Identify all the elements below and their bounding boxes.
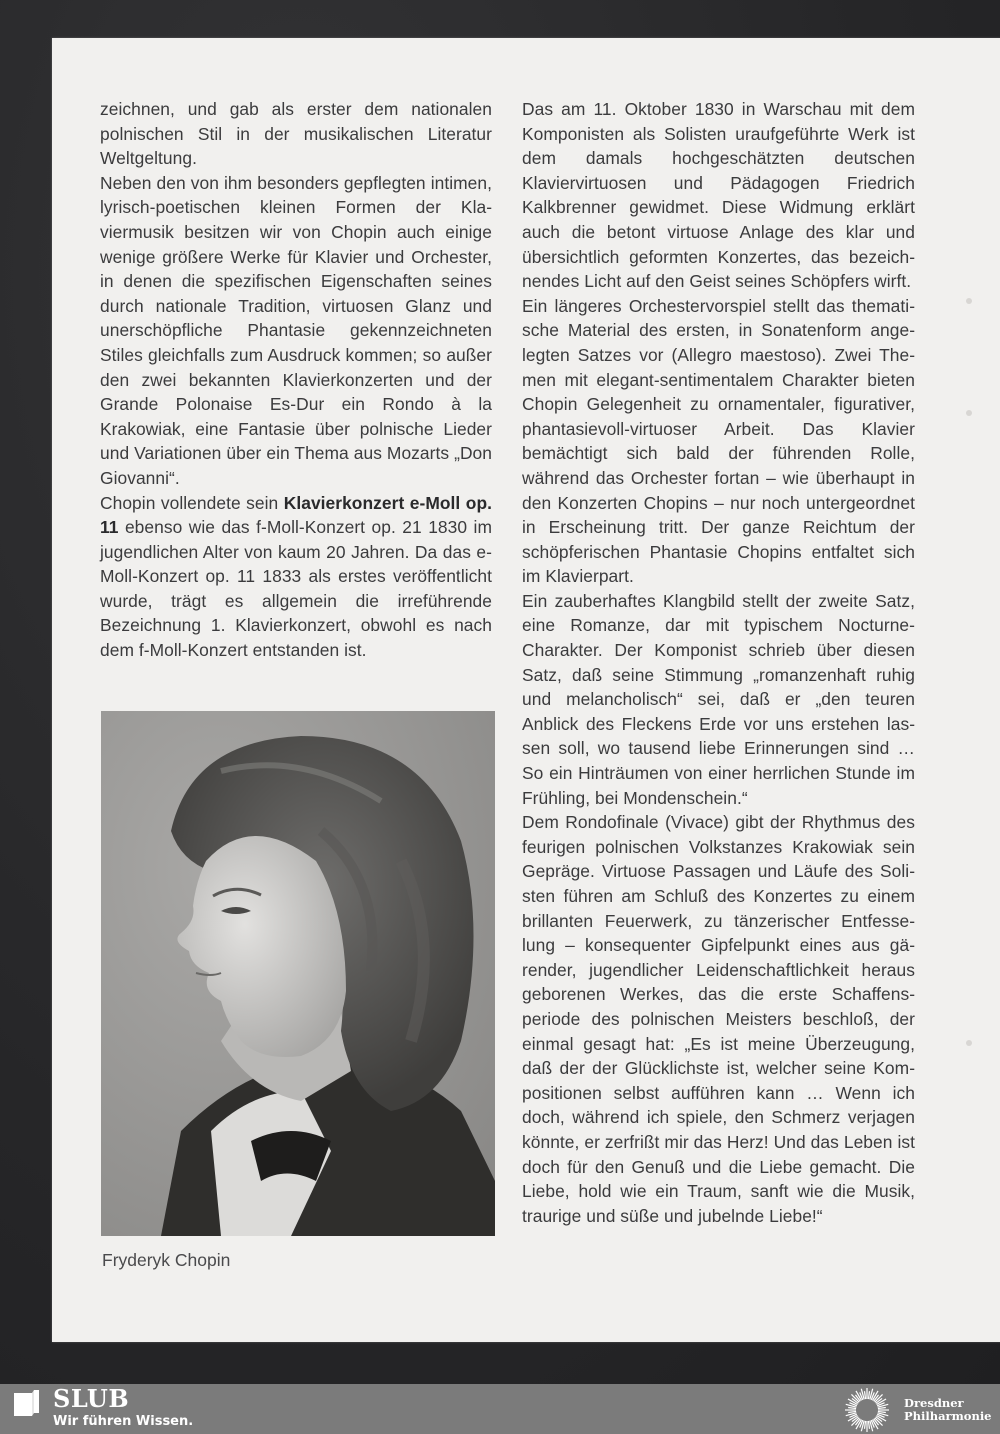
logo-ray — [848, 1411, 856, 1412]
logo-ray — [868, 1391, 869, 1399]
logo-ray — [865, 1391, 866, 1399]
logo-ray — [865, 1421, 866, 1429]
portrait-caption: Fryderyk Chopin — [102, 1250, 231, 1270]
paragraph-text: ebenso wie das f-Moll-Konzert op. 21 1830 im jugendlichen Alter von kaum 20 Jahren. Da das e-Moll-Konzert op. 11 1833 als erstes veröffentlicht wurde, trägt es allgemein die irreführende Bezeichnung 1. Klavierkonzert, obwohl es nach dem f-Moll-Konzert entstanden ist. — [100, 517, 492, 661]
paragraph: zeichnen, und gab als erster dem nationalen polnischen Stil in der musikalischen Literatur Weltgeltung. — [100, 99, 492, 169]
philharmonie-line1: Dresdner — [904, 1396, 964, 1410]
chopin-portrait — [101, 711, 495, 1236]
paragraph-concerto-intro — [100, 491, 492, 663]
paragraph: Ein längeres Orchestervorspiel stellt das thematische Material des ersten, in Sonatenform angelegten Satzes vor (Allegro maestoso). Zwei Themen mit elegant-sentimentalem Charakter bieten Chopin Gelegenheit zu ornamentaler, figurativer, phantasievoll-virtuoser Arbeit. Das Klavier bemächtigt sich bald der führenden Rolle, während das Orchester fortan – wie überhaupt in den Konzerten Chopins – nur noch untergeordnet in Erscheinung tritt. Der ganze Reichtum der schöpferischen Phantasie Chopins entfaltet sich im Klavierpart. — [522, 295, 915, 587]
logo-ray — [868, 1421, 869, 1429]
portrait-image — [101, 711, 495, 1236]
paragraph: Dem Rondofinale (Vivace) gibt der Rhythmus des feurigen polnischen Volkstanzes Krakowiak sein Gepräge. Virtuose Passagen und Läufe des Solisten führen am Schluß des Konzertes zu einem brillanten Feuerwerk, zu tänzerischer Entfesselung – konsequenter Gipfelpunkt eines aus gärender, jugendlicher Leidenschaftlichkeit heraus geborenen Werkes, das die erste Schaffensperiode des polnischen Meisters beschloß, der einmal gesagt hat: „Es ist meine Überzeugung, daß der der Glücklichste ist, welcher seine Kompositionen selbst aufführen kann … Wenn ich doch, während ich spiele, den Schmerz verjagen könnte, er zerfrißt mir das Herz! Und das Leben ist doch für den Genuß und die Liebe gemacht. Die Liebe, hold wie ein Traum, sanft wie die Musik, traurige und süße und jubelnde Liebe!“ — [522, 812, 915, 1226]
left-column — [100, 97, 492, 663]
binding-hole — [966, 298, 972, 304]
paragraph: Ein zauberhaftes Klangbild stellt der zweite Satz, eine Romanze, dar mit typischem Nocturne-Charakter. Der Komponist schrieb über diesen Satz, daß seine Stimmung „romanzenhaft ruhig und melancholisch“ sei, daß er „den teuren Anblick des Fleckens Erde vor uns erstehen lassen soll, wo tausend liebe Erinnerungen sind … So ein Hinträumen von einer herrlichen Stunde im Frühling, bei Mondenschein.“ — [522, 590, 915, 808]
philharmonie-line2: Philharmonie — [904, 1409, 992, 1423]
logo-ray — [848, 1408, 856, 1409]
binding-hole — [966, 410, 972, 416]
right-column — [522, 97, 915, 1228]
paragraph-text: Chopin vollendete sein — [100, 492, 284, 513]
logo-ray — [878, 1411, 886, 1412]
paragraph: Das am 11. Oktober 1830 in Warschau mit dem Komponisten als Solisten uraufgeführte Werk ist dem damals hochgeschätzten deutschen Klaviervirtuosen und Pädagogen Friedrich Kalkbrenner gewidmet. Diese Widmung erklärt auch die betont virtuose Anlage des klar und übersichtlich geformten Konzertes, das bezeichnendes Licht auf den Geist seines Schöpfers wirft. — [522, 99, 915, 292]
document-page — [52, 38, 1000, 1342]
paragraph: Neben den von ihm besonders gepflegten intimen, lyrisch-poetischen kleinen Formen der Klaviermusik besitzen wir von Chopin auch einige wenige größere Werke für Klavier und Orchester, in denen die spezifischen Eigenschaften seines durch nationale Tradition, virtuosen Glanz und unerschöpfliche Phantasie gekennzeichneten Stiles gleichfalls zum Ausdruck kommen; so außer den zwei bekannten Klavierkonzerten und der Grande Polonaise Es-Dur ein Rondo à la Krakowiak, eine Fantasie über polnische Lieder und Variationen über ein Thema aus Mozarts „Don Giovanni“. — [100, 172, 492, 488]
slub-logo-text[interactable]: SLUB — [53, 1384, 130, 1413]
philharmonie-logo-text[interactable] — [904, 1397, 992, 1423]
slub-tagline: Wir führen Wissen. — [53, 1414, 194, 1429]
binding-hole — [966, 1040, 972, 1046]
concerto-title: Klavierkonzert e-Moll op. 11 — [100, 492, 492, 538]
philharmonie-logo-icon — [840, 1384, 894, 1434]
logo-ray — [878, 1408, 886, 1409]
slub-logo-icon — [13, 1389, 40, 1417]
